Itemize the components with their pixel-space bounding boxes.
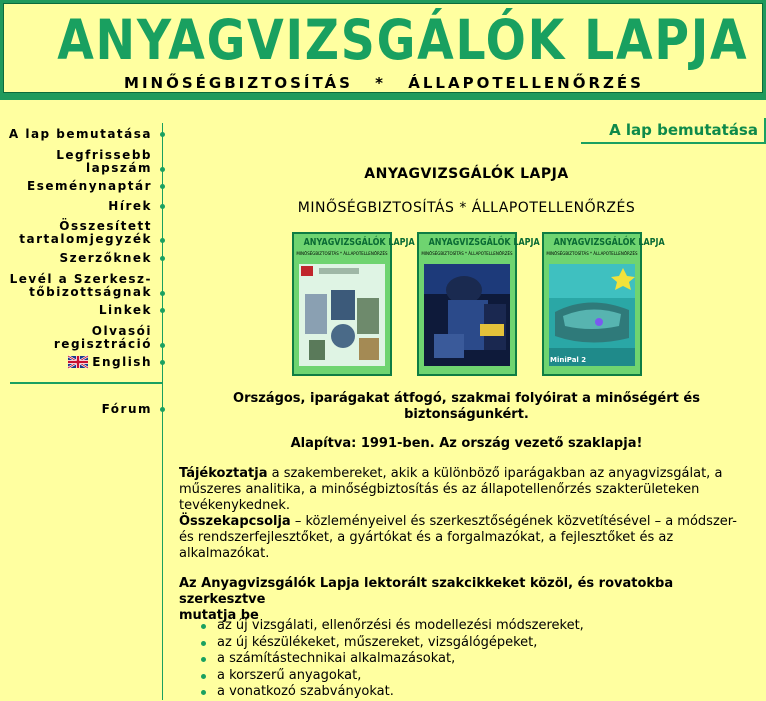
text-line: a szakembereket, akik a különböző iparágakban az anyagvizsgálat, a <box>267 466 723 481</box>
nav-label: lapszám <box>85 161 152 175</box>
text-line: – közleményeivel és szerkesztőségének közvetítésével – a módszer- <box>290 514 737 529</box>
cover-title: ANYAGVIZSGÁLÓK LAPJA <box>303 237 415 248</box>
topics-list <box>201 618 761 701</box>
nav-item-esemenynaptar[interactable] <box>27 180 152 193</box>
bold-lead: Tájékoztatja <box>179 466 268 481</box>
nav-item-szerzoknek[interactable] <box>59 252 152 265</box>
nav-label: Olvasói <box>91 324 152 338</box>
nav-bullet <box>160 360 165 365</box>
nav-bullet <box>160 407 165 412</box>
header-panel <box>3 3 763 93</box>
text-line: mutatja be <box>179 608 259 623</box>
site-header <box>0 0 766 100</box>
nav-bullet <box>160 308 165 313</box>
nav-item-forum[interactable] <box>102 403 152 416</box>
list-item: a korszerű anyagokat, <box>201 668 761 685</box>
text-line: és rendszerfejlesztőket, a gyártókat és a forgalmazókat, a fejlesztőket és az <box>179 530 674 545</box>
cover-title: ANYAGVIZSGÁLÓK LAPJA <box>553 237 665 248</box>
main-content <box>167 118 766 700</box>
nav-label: Legfrissebb <box>56 148 152 162</box>
nav-label: A lap bemutatása <box>8 127 152 141</box>
lead-text <box>167 391 766 423</box>
founded-text: Alapítva: 1991-ben. Az ország vezető szaklapja! <box>290 436 643 451</box>
section-underline <box>581 142 766 144</box>
nav-label: Szerzőknek <box>59 251 152 265</box>
nav-item-tartalomjegyzek[interactable] <box>19 220 152 246</box>
text-line: műszeres analitika, a minőségbiztosítás és az állapotellenőrzés szakterületeken <box>179 482 700 497</box>
nav-label: Linkek <box>98 303 152 317</box>
nav-item-english[interactable] <box>68 356 152 369</box>
nav-bullet <box>160 238 165 243</box>
section-title: A lap bemutatása <box>609 121 758 139</box>
magazine-cover-2[interactable] <box>417 232 540 376</box>
cover-subtitle: MINŐSÉGBIZTOSÍTÁS * ÁLLAPOTELLENŐRZÉS <box>546 251 638 256</box>
nav-label: Levél a Szerkesz- <box>9 272 152 286</box>
nav-item-linkek[interactable] <box>99 304 152 317</box>
nav-bullet <box>160 291 165 296</box>
nav-label: Összesített <box>59 219 152 233</box>
nav-item-bemutatas[interactable] <box>9 128 152 141</box>
sidebar-nav <box>0 118 166 700</box>
text-line: tevékenykednek. <box>179 498 290 513</box>
list-item: a számítástechnikai alkalmazásokat, <box>201 651 761 668</box>
cover-photo <box>549 264 635 366</box>
nav-item-regisztracio[interactable] <box>54 325 152 351</box>
nav-label: Hírek <box>108 199 152 213</box>
bold-lead: Összekapcsolja <box>179 514 291 529</box>
list-item: a vonatkozó szabványokat. <box>201 684 761 701</box>
uk-flag-icon <box>68 356 88 368</box>
page-subtitle: MINŐSÉGBIZTOSÍTÁS * ÁLLAPOTELLENŐRZÉS <box>297 200 636 216</box>
cover-photo <box>424 264 510 366</box>
cover-photo <box>299 264 385 366</box>
nav-label: tőbizottságnak <box>29 285 152 299</box>
cover-subtitle: MINŐSÉGBIZTOSÍTÁS * ÁLLAPOTELLENŐRZÉS <box>296 251 388 256</box>
cover-title: ANYAGVIZSGÁLÓK LAPJA <box>428 237 540 248</box>
nav-item-legfrissebb[interactable] <box>56 149 152 175</box>
nav-label: Eseménynaptár <box>27 179 152 193</box>
nav-label: tartalomjegyzék <box>19 232 152 246</box>
nav-label: Fórum <box>101 402 152 416</box>
paragraph-rovatok <box>179 576 761 624</box>
nav-bullet <box>160 343 165 348</box>
lead-line: biztonságunkért. <box>404 407 529 422</box>
text-line: Az Anyagvizsgálók Lapja lektorált szakcikkeket közöl, és rovatokba szerkesztve <box>179 576 674 607</box>
paragraph-tajekoztatja <box>179 466 761 562</box>
nav-item-level[interactable] <box>10 273 152 299</box>
nav-bullet <box>160 256 165 261</box>
nav-separator <box>10 382 163 384</box>
nav-label: regisztráció <box>53 337 152 351</box>
site-title: ANYAGVIZSGÁLÓK LAPJA <box>57 8 749 72</box>
magazine-cover-3[interactable] <box>542 232 665 376</box>
nav-item-hirek[interactable] <box>108 200 152 213</box>
cover-label: MiniPal 2 <box>550 356 587 364</box>
lead-line: Országos, iparágakat átfogó, szakmai folyóirat a minőségért és <box>233 391 700 406</box>
text-line: alkalmazókat. <box>179 546 270 561</box>
nav-label: English <box>92 355 152 369</box>
magazine-cover-1[interactable] <box>292 232 415 376</box>
nav-bullet <box>160 204 165 209</box>
nav-bullet <box>160 167 165 172</box>
cover-subtitle: MINŐSÉGBIZTOSÍTÁS * ÁLLAPOTELLENŐRZÉS <box>421 251 513 256</box>
site-subtitle: MINŐSÉGBIZTOSÍTÁS * ÁLLAPOTELLENŐRZÉS <box>124 74 644 92</box>
list-item: az új vizsgálati, ellenőrzési és modellezési módszereket, <box>201 618 761 635</box>
list-item: az új készülékeket, műszereket, vizsgálógépeket, <box>201 635 761 652</box>
page-title: ANYAGVIZSGÁLÓK LAPJA <box>364 166 569 182</box>
nav-bullet <box>160 184 165 189</box>
nav-bullet <box>160 132 165 137</box>
